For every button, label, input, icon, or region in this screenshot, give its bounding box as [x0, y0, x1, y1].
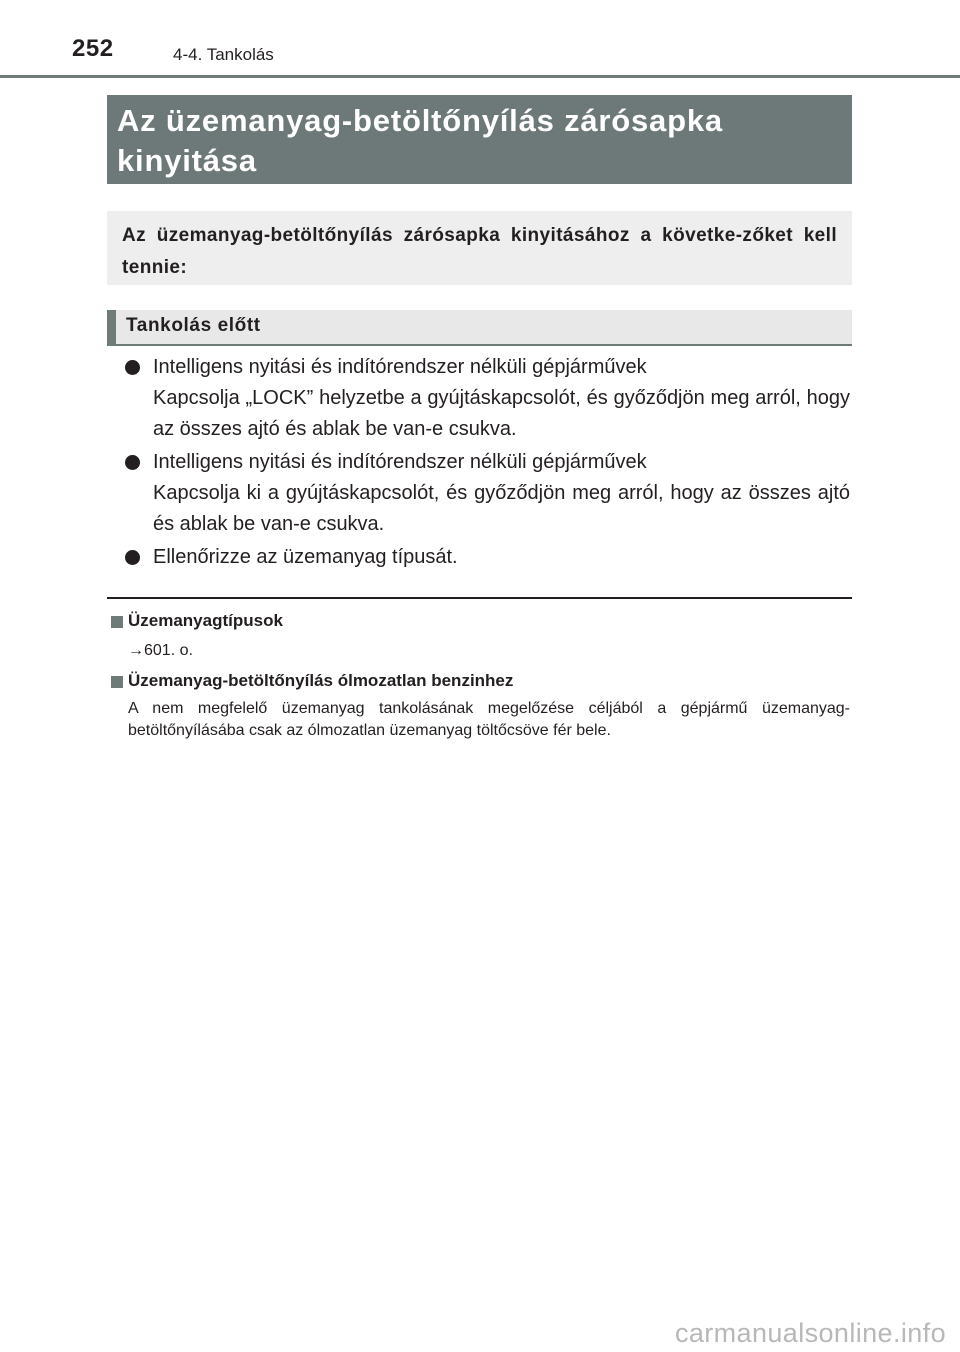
subheading: Tankolás előtt — [126, 315, 261, 336]
square-bullet-icon — [111, 676, 123, 688]
page-title: Az üzemanyag-betöltőnyílás zárósapka kinyitása — [117, 103, 723, 178]
square-bullet-icon — [111, 616, 123, 628]
bullet-dot-icon — [125, 550, 140, 565]
note-heading: Üzemanyagtípusok — [128, 611, 283, 630]
bullet-heading: Ellenőrizze az üzemanyag típusát. — [153, 546, 458, 568]
note-fuel-types — [111, 611, 851, 661]
bullet-item — [125, 352, 850, 445]
watermark: carmanualsonline.info — [674, 1318, 946, 1348]
bullet-heading: Intelligens nyitási és indítórendszer nélküli gépjárművek — [153, 356, 647, 378]
intro-box — [107, 211, 852, 285]
bullet-dot-icon — [125, 360, 140, 375]
bullet-item — [125, 447, 850, 540]
subheading-accent-bar — [107, 310, 116, 344]
bullet-item — [125, 542, 850, 573]
subheading-box — [107, 310, 852, 346]
bullet-body: Kapcsolja „LOCK” helyzetbe a gyújtáskapcsolót, és győződjön meg arról, hogy az összes ajtó és ablak be van-e csukva. — [153, 387, 850, 440]
section-title: 4-4. Tankolás — [173, 45, 274, 64]
header-divider — [0, 75, 960, 78]
bullet-dot-icon — [125, 455, 140, 470]
page-header — [0, 0, 960, 80]
bullet-body: Kapcsolja ki a gyújtáskapcsolót, és győződjön meg arról, hogy az összes ajtó és ablak be van-e csukva. — [153, 482, 850, 535]
note-body: →601. o. — [128, 642, 193, 659]
section-divider — [107, 597, 852, 599]
bullet-heading: Intelligens nyitási és indítórendszer nélküli gépjárművek — [153, 451, 647, 473]
title-banner — [107, 95, 852, 184]
note-heading: Üzemanyag-betöltőnyílás ólmozatlan benzinhez — [128, 671, 514, 690]
bullet-list — [125, 352, 850, 575]
note-body: A nem megfelelő üzemanyag tankolásának megelőzése céljából a gépjármű üzemanyag-betöltőnyílásába csak az ólmozatlan üzemanyag töltőcsöve fér bele. — [128, 700, 850, 739]
intro-text: Az üzemanyag-betöltőnyílás zárósapka kinyitásához a követke-zőket kell tennie: — [122, 225, 837, 278]
page-number: 252 — [72, 35, 114, 62]
note-filler-opening — [111, 671, 851, 771]
